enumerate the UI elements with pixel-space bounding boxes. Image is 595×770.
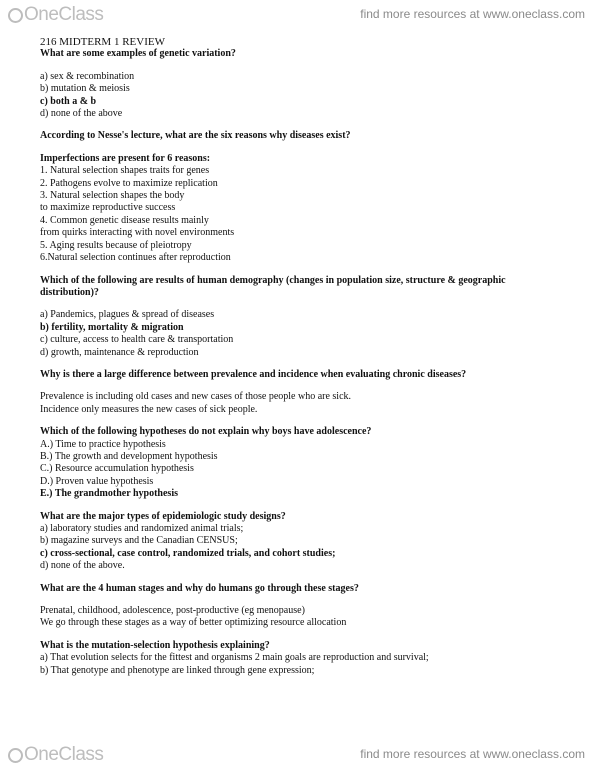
answer-6a: a) laboratory studies and randomized animal trials; (40, 523, 244, 534)
answer-3c: c) culture, access to health care & transportation (40, 334, 234, 346)
document-body (40, 36, 570, 677)
page-header (0, 0, 595, 30)
answer-4-line1: Prevalence is including old cases and new cases of those people who are sick. (40, 391, 352, 403)
question-2: According to Nesse's lecture, what are the six reasons why diseases exist? (40, 130, 351, 142)
answer-4-line2: Incidence only measures the new cases of sick people. (40, 403, 258, 415)
answer-1a: a) sex & recombination (40, 70, 135, 82)
page-footer (0, 740, 595, 770)
spacer (40, 143, 570, 153)
question-5: Which of the following hypotheses do not explain why boys have adolescence? (40, 426, 372, 438)
answer-2-line: to maximize reproductive success (40, 202, 176, 214)
answer-8b: b) That genotype and phenotype are linked through gene expression; (40, 664, 315, 676)
spacer (40, 630, 570, 640)
answer-2-line: 1. Natural selection shapes traits for genes (40, 165, 210, 177)
answer-2-intro: Imperfections are present for 6 reasons: (40, 152, 211, 164)
spacer (40, 573, 570, 583)
answer-6b: b) magazine surveys and the Canadian CENSUS; (40, 535, 238, 547)
answer-2-line: from quirks interacting with novel environments (40, 227, 235, 239)
answer-5c: C.) Resource accumulation hypothesis (40, 463, 194, 475)
logo-ring-icon (8, 8, 23, 23)
oneclass-logo[interactable] (8, 744, 103, 766)
answer-1b: b) mutation & meiosis (40, 83, 130, 95)
question-3-line2: distribution)? (40, 286, 99, 298)
spacer (40, 416, 570, 426)
question-3-line1: Which of the following are results of human demography (changes in population size, structure & geographic (40, 274, 506, 286)
spacer (40, 381, 570, 391)
spacer (40, 61, 570, 71)
resources-link[interactable]: find more resources at www.oneclass.com (360, 7, 585, 21)
spacer (40, 265, 570, 275)
answer-5d: D.) Proven value hypothesis (40, 475, 154, 487)
question-6: What are the major types of epidemiologic study designs? (40, 510, 286, 522)
spacer (40, 595, 570, 605)
answer-2-line: 5. Aging results because of pleiotropy (40, 239, 192, 251)
question-1: What are some examples of genetic variation? (40, 48, 236, 60)
document-title: 216 MIDTERM 1 REVIEW (40, 36, 165, 48)
question-7: What are the 4 human stages and why do humans go through these stages? (40, 582, 359, 594)
spacer (40, 359, 570, 369)
logo-text: OneClass (24, 4, 104, 25)
answer-3a: a) Pandemics, plagues & spread of diseases (40, 309, 215, 321)
answer-2-line: 3. Natural selection shapes the body (40, 190, 185, 202)
answer-8a: a) That evolution selects for the fittest and organisms 2 main goals are reproduction and survival; (40, 652, 429, 664)
answer-2-line: 6.Natural selection continues after reproduction (40, 252, 231, 264)
spacer (40, 120, 570, 130)
question-4: Why is there a large difference between prevalence and incidence when evaluating chronic diseases? (40, 368, 467, 380)
answer-6d: d) none of the above. (40, 560, 125, 572)
answer-1d: d) none of the above (40, 108, 123, 120)
question-8: What is the mutation-selection hypothesis explaining? (40, 639, 270, 651)
answer-5b: B.) The growth and development hypothesis (40, 450, 218, 462)
answer-3d: d) growth, maintenance & reproduction (40, 346, 199, 358)
spacer (40, 501, 570, 511)
answer-2-line: 2. Pathogens evolve to maximize replication (40, 177, 218, 189)
spacer (40, 299, 570, 309)
resources-link[interactable]: find more resources at www.oneclass.com (360, 747, 585, 761)
answer-1c: c) both a & b (40, 95, 97, 107)
oneclass-logo[interactable] (8, 4, 103, 26)
answer-2-line: 4. Common genetic disease results mainly (40, 214, 209, 226)
logo-text: OneClass (24, 744, 104, 765)
answer-3b: b) fertility, mortality & migration (40, 321, 184, 333)
answer-5e: E.) The grandmother hypothesis (40, 488, 178, 500)
answer-6c: c) cross-sectional, case control, randomized trials, and cohort studies; (40, 547, 336, 559)
logo-ring-icon (8, 748, 23, 763)
answer-5a: A.) Time to practice hypothesis (40, 438, 166, 450)
answer-7-line2: We go through these stages as a way of better optimizing resource allocation (40, 617, 347, 629)
answer-7-line1: Prenatal, childhood, adolescence, post-productive (eg menopause) (40, 605, 305, 617)
